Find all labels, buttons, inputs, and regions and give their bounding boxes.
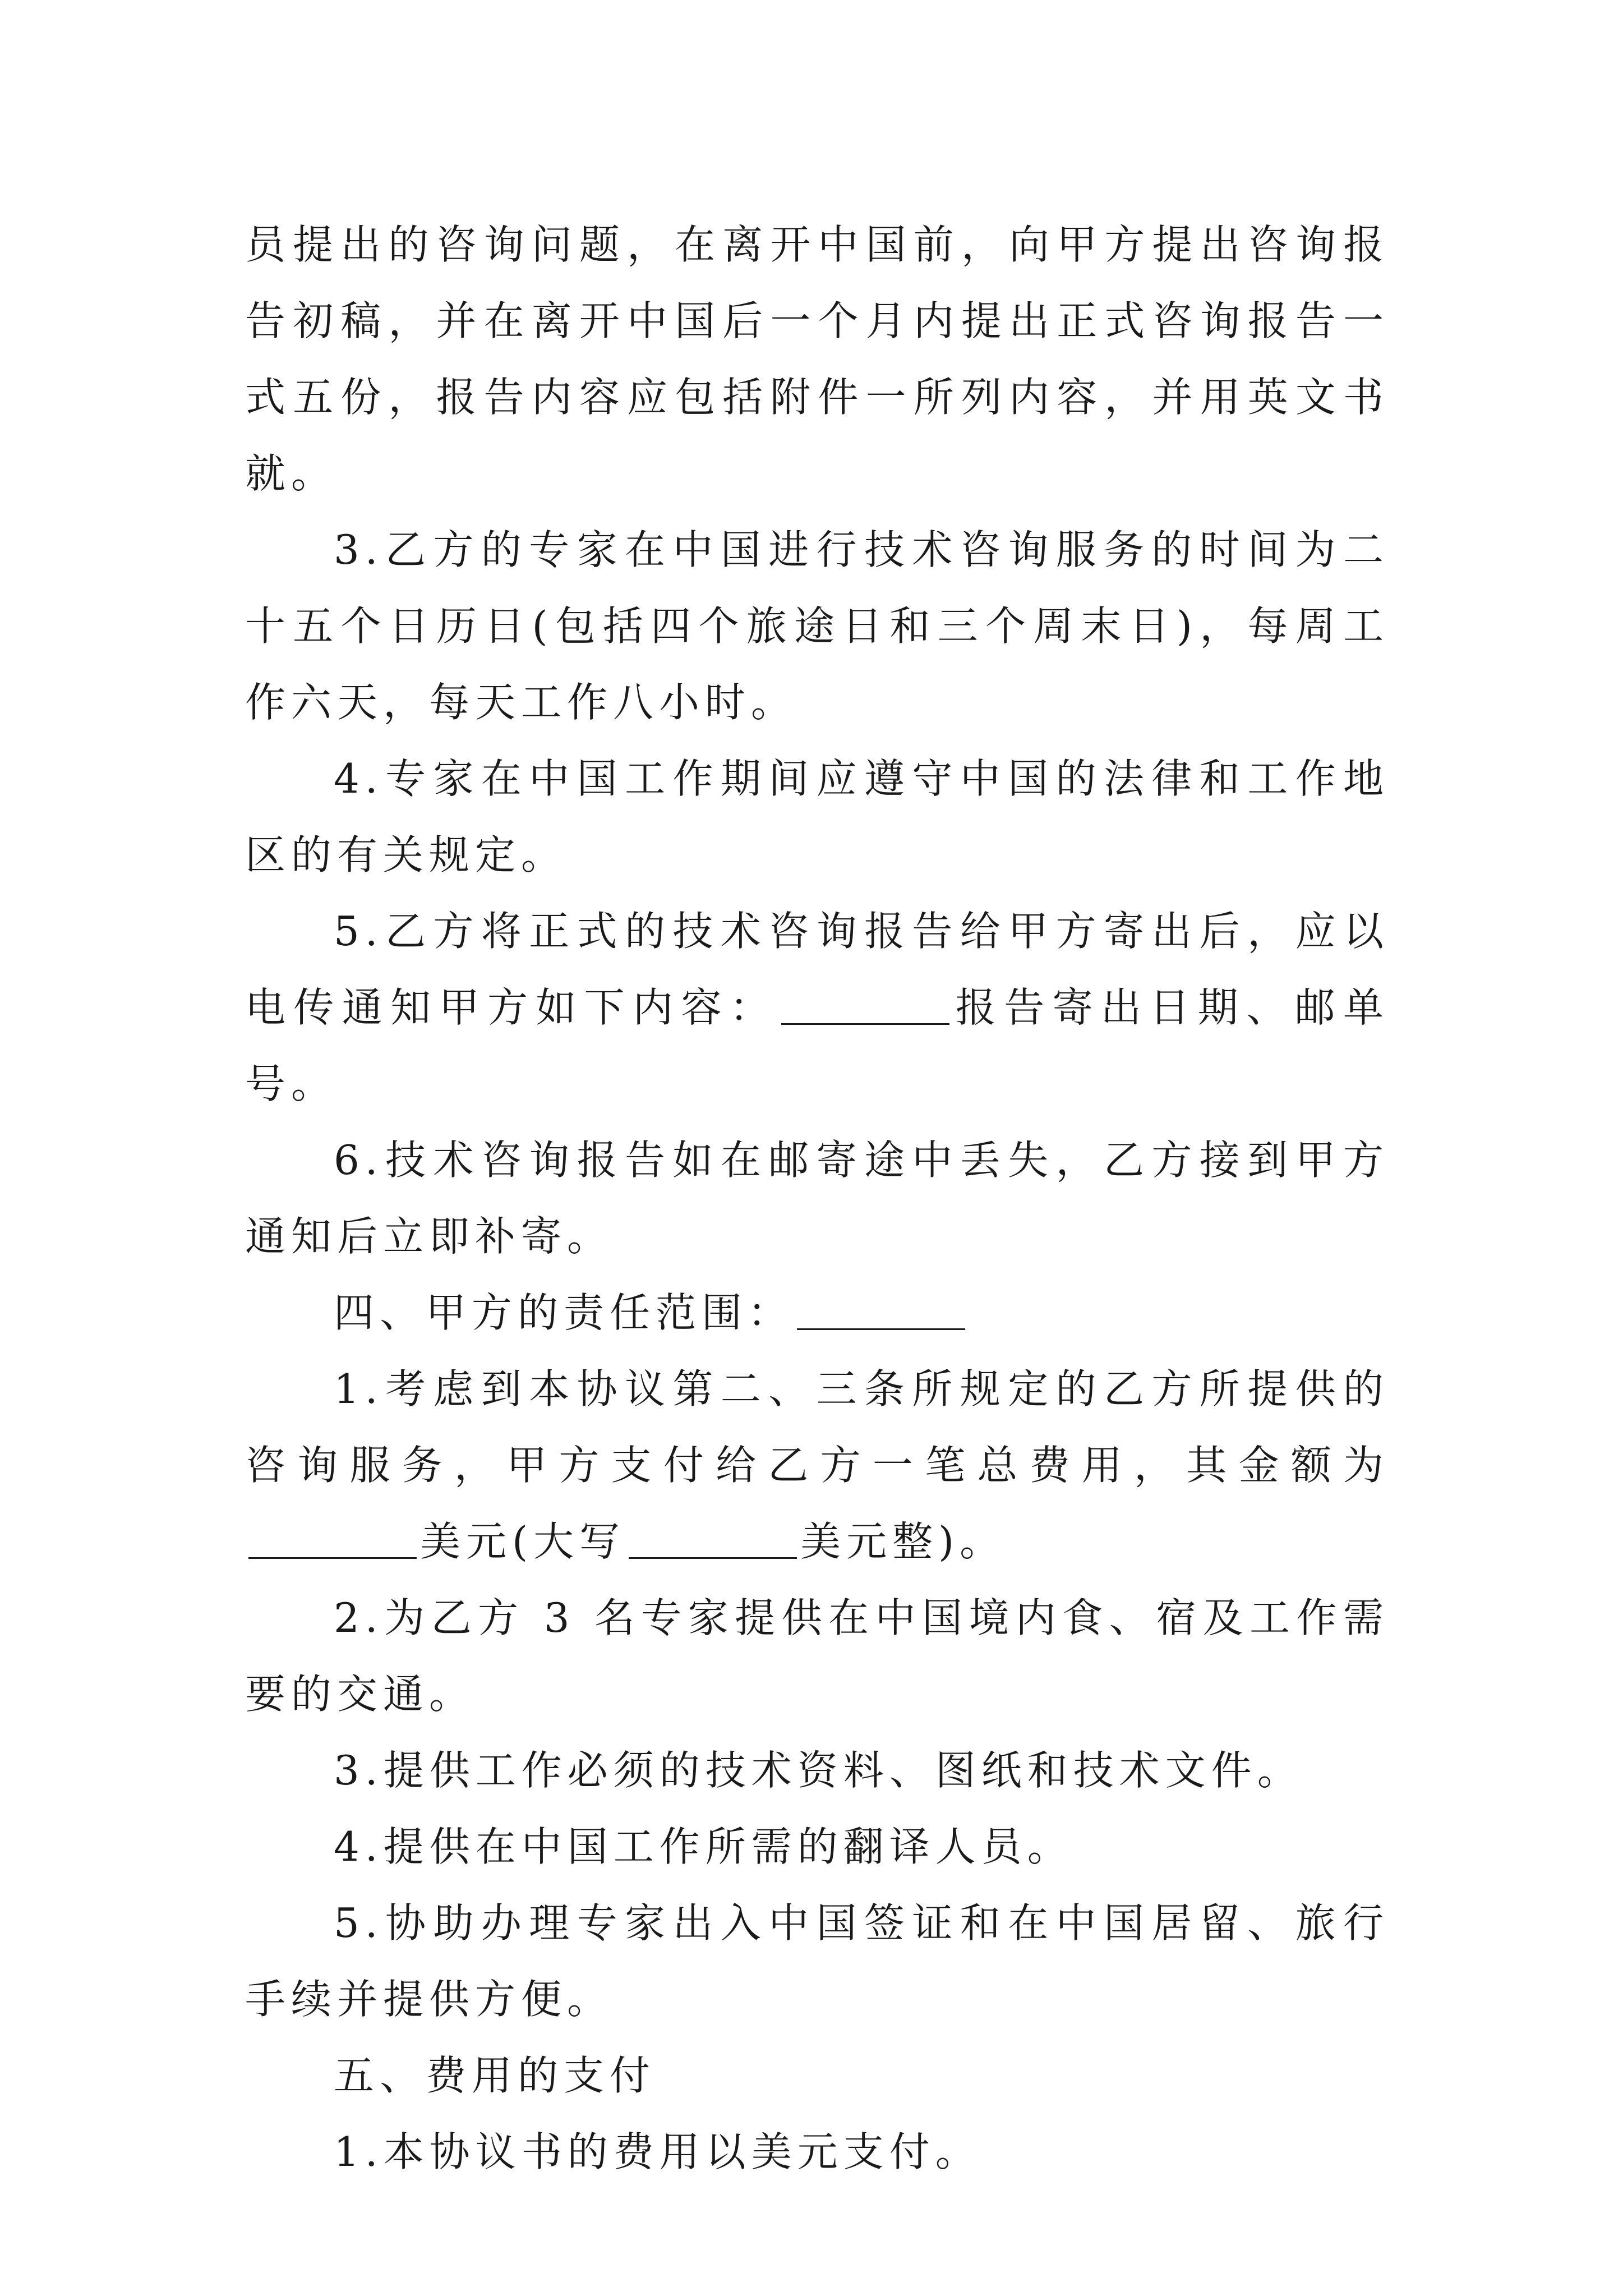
heading-text: 五、费用的支付 — [334, 2052, 656, 2099]
paragraph-clause-5-telex-notice — [245, 893, 1389, 1122]
paragraph-clause-1-total-fee — [245, 1351, 1389, 1580]
document-body — [245, 206, 1389, 2190]
paragraph-text: 4.专家在中国工作期间应遵守中国的法律和工作地区的有关规定。 — [245, 755, 1389, 878]
paragraph-clause-4-translators — [245, 1809, 1389, 1885]
paragraph-text: 5.协助办理专家出入中国签证和在中国居留、旅行手续并提供方便。 — [245, 1899, 1389, 2023]
paragraph-clause-5-visa-assistance — [245, 1885, 1389, 2037]
paragraph-text: 1.考虑到本协议第二、三条所规定的乙方所提供的咨询服务，甲方支付给乙方一笔总费用，其金额为 — [245, 1365, 1389, 1489]
paragraph-clause-3-service-time — [245, 512, 1389, 740]
heading-text: 四、甲方的责任范围： — [334, 1289, 794, 1336]
paragraph-text: 美元(大写 — [420, 1518, 626, 1565]
paragraph-text: 3.乙方的专家在中国进行技术咨询服务的时间为二十五个日历日(包括四个旅途日和三个周末日)，每周工作六天，每天工作八小时。 — [245, 526, 1389, 726]
paragraph-text: 6.技术咨询报告如在邮寄途中丢失，乙方接到甲方通知后立即补寄。 — [245, 1137, 1389, 1260]
paragraph-text: 3.提供工作必须的技术资料、图纸和技术文件。 — [334, 1747, 1303, 1794]
paragraph-clause-2-accommodation — [245, 1580, 1389, 1732]
paragraph-text: 1.本协议书的费用以美元支付。 — [334, 2128, 981, 2175]
paragraph-text: 员提出的咨询问题，在离开中国前，向甲方提出咨询报告初稿，并在离开中国后一个月内提出正式咨询报告一式五份，报告内容应包括附件一所列内容，并用英文书就。 — [245, 221, 1389, 497]
fill-in-blank-amount — [248, 1518, 417, 1559]
section-heading-payment — [245, 2037, 1389, 2114]
paragraph-clause-3-technical-materials — [245, 1732, 1389, 1809]
paragraph-text: 4.提供在中国工作所需的翻译人员。 — [334, 1823, 1073, 1870]
paragraph-clause-4-obey-law — [245, 740, 1389, 893]
paragraph-clause-6-lost-report — [245, 1122, 1389, 1274]
paragraph-clause-1-usd-payment — [245, 2114, 1389, 2190]
paragraph-text: 2.为乙方 3 名专家提供在中国境内食、宿及工作需要的交通。 — [245, 1594, 1389, 1718]
paragraph-text: 报告寄出日期、邮单号。 — [245, 984, 1389, 1107]
paragraph-consultation-report — [245, 206, 1389, 512]
paragraph-text: 美元整)。 — [800, 1518, 1006, 1565]
fill-in-blank — [781, 984, 949, 1025]
paragraph-text: 5.乙方将正式的技术咨询报告给甲方寄出后，应以电传通知甲方如下内容： — [245, 908, 1389, 1031]
section-heading-party-a-responsibilities — [245, 1274, 1389, 1351]
fill-in-blank-amount-words — [629, 1518, 797, 1559]
fill-in-blank — [797, 1289, 965, 1330]
